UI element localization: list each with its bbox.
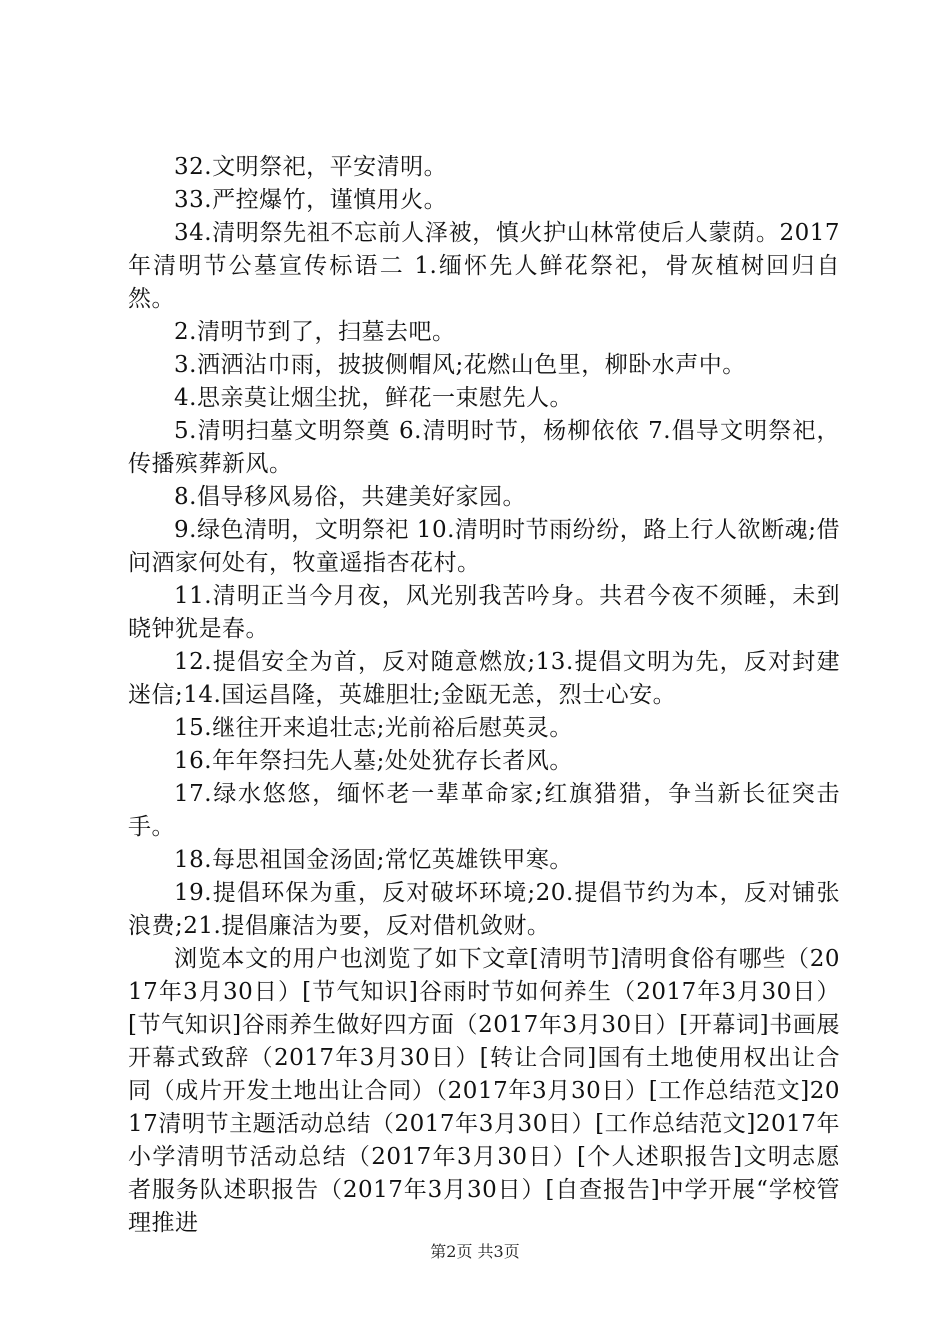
paragraph-33: 33.严控爆竹，谨慎用火。 <box>174 187 448 213</box>
paragraph-15: 15.继往开来追壮志;光前裕后慰英灵。 <box>174 715 573 741</box>
paragraph-16: 16.年年祭扫先人墓;处处犹存长者风。 <box>174 748 573 774</box>
paragraph-4: 4.思亲莫让烟尘扰，鲜花一束慰先人。 <box>174 385 573 411</box>
document-body <box>128 151 840 1240</box>
page-footer: 第2页 共3页 <box>430 1242 520 1261</box>
related-articles-paragraph: 浏览本文的用户也浏览了如下文章[清明节]清明食俗有哪些（2017年3月30日）[节气知识]谷雨时节如何养生（2017年3月30日）[节气知识]谷雨养生做好四方面（2017年3月30日）[开幕词]书画展开幕式致辞（2017年3月30日）[转让合同]国有土地使用权出让合同（成片开发土地出让合同）（2017年3月30日）[工作总结范文]2017清明节主题活动总结（2017年3月30日）[工作总结范文]2017年小学清明节活动总结（2017年3月30日）[个人述职报告]文明志愿者服务队述职报告（2017年3月30日）[自查报告]中学开展“学校管理推进 <box>128 946 840 1236</box>
paragraph-12: 12.提倡安全为首，反对随意燃放;13.提倡文明为先，反对封建迷信;14.国运昌隆，英雄胆壮;金瓯无恙，烈士心安。 <box>128 649 840 708</box>
paragraph-5: 5.清明扫墓文明祭奠 6.清明时节，杨柳依依 7.倡导文明祭祀，传播殡葬新风。 <box>128 418 840 477</box>
paragraph-34: 34.清明祭先祖不忘前人泽被，慎火护山林常使后人蒙荫。2017年清明节公墓宣传标语二 1.缅怀先人鲜花祭祀，骨灰植树回归自然。 <box>128 220 840 312</box>
paragraph-8: 8.倡导移风易俗，共建美好家园。 <box>174 484 526 510</box>
paragraph-18: 18.每思祖国金汤固;常忆英雄铁甲寒。 <box>174 847 573 873</box>
paragraph-11: 11.清明正当今月夜，风光别我苦吟身。共君今夜不须睡，未到晓钟犹是春。 <box>128 583 840 642</box>
paragraph-19: 19.提倡环保为重，反对破坏环境;20.提倡节约为本，反对铺张浪费;21.提倡廉洁为要，反对借机敛财。 <box>128 880 840 939</box>
paragraph-2: 2.清明节到了，扫墓去吧。 <box>174 319 456 345</box>
paragraph-3: 3.洒洒沾巾雨，披披侧帽风;花燃山色里，柳卧水声中。 <box>174 352 746 378</box>
paragraph-9: 9.绿色清明，文明祭祀 10.清明时节雨纷纷，路上行人欲断魂;借问酒家何处有，牧童遥指杏花村。 <box>128 517 840 576</box>
paragraph-17: 17.绿水悠悠，缅怀老一辈革命家;红旗猎猎，争当新长征突击手。 <box>128 781 840 840</box>
paragraph-32: 32.文明祭祀，平安清明。 <box>174 154 448 180</box>
